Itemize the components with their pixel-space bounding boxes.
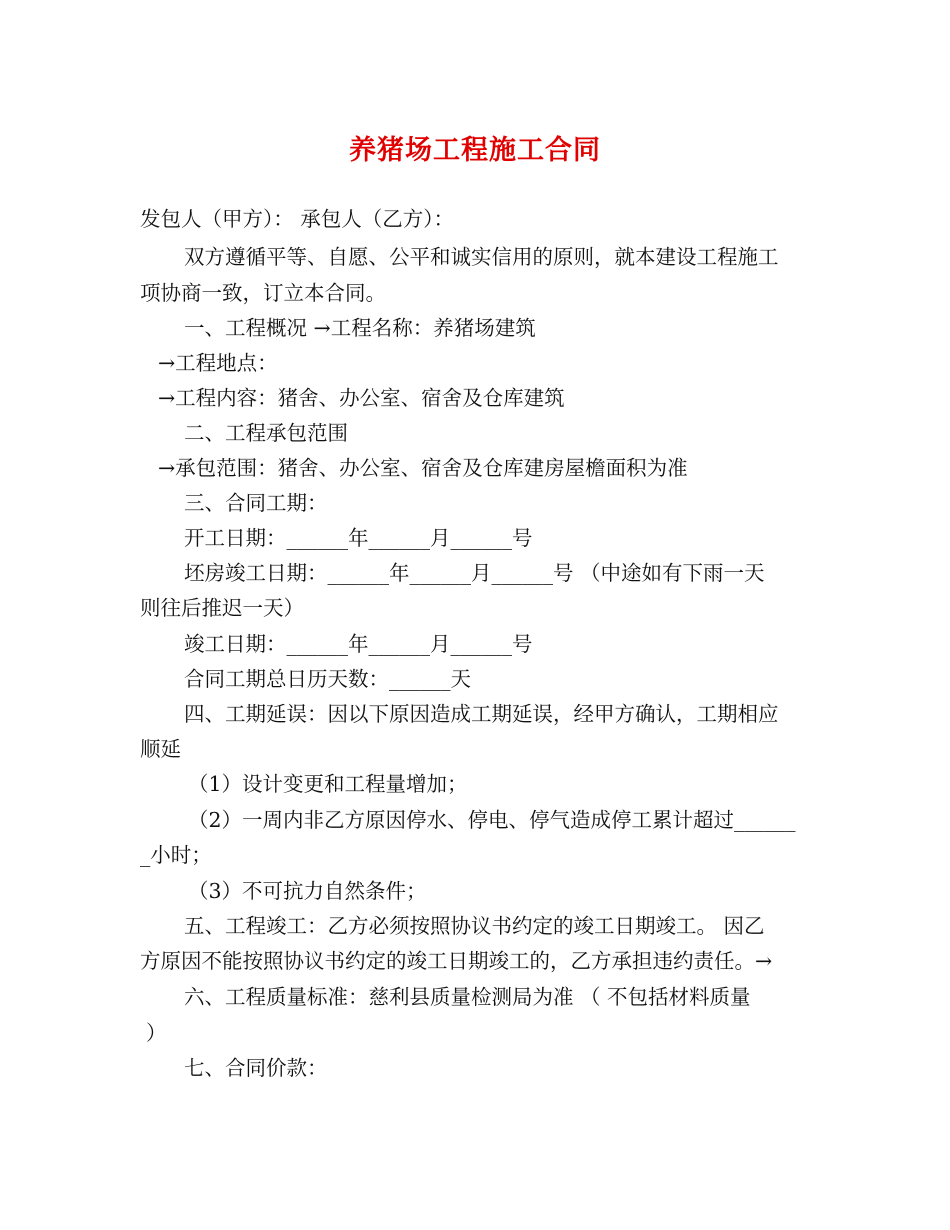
paragraph-line: →工程地点： <box>158 351 278 375</box>
paragraph-line: →承包范围：猪舍、办公室、宿舍及仓库建房屋檐面积为准 <box>158 456 688 480</box>
section-heading: 四、工期延误：因以下原因造成工期延误，经甲方确认，工期相应 <box>184 702 779 726</box>
paragraph-line: 项协商一致，订立本合同。 <box>140 281 386 305</box>
section-heading: 七、合同价款： <box>184 1056 328 1080</box>
paragraph-line: 则往后推迟一天） <box>140 596 304 620</box>
paragraph-line: _小时； <box>140 843 212 867</box>
section-heading: 五、工程竣工：乙方必须按照协议书约定的竣工日期竣工。 因乙 <box>184 914 765 938</box>
section-heading: 二、工程承包范围 <box>184 421 348 445</box>
date-line: 开工日期：______年______月______号 <box>184 526 533 550</box>
list-item: （3）不可抗力自然条件； <box>188 879 427 903</box>
date-line: 坯房竣工日期：______年______月______号 （中途如有下雨一天 <box>184 561 765 585</box>
document-title: 养猪场工程施工合同 <box>349 135 601 166</box>
section-heading: 三、合同工期： <box>184 491 328 515</box>
party-line: 发包人（甲方）： 承包人（乙方）： <box>140 207 455 231</box>
paragraph-line: 方原因不能按照协议书约定的竣工日期竣工的，乙方承担违约责任。→ <box>140 949 773 973</box>
paragraph-line: →工程内容：猪舍、办公室、宿舍及仓库建筑 <box>158 386 565 410</box>
list-item: （1）设计变更和工程量增加； <box>188 772 468 796</box>
paragraph-line: 合同工期总日历天数：______天 <box>184 667 471 691</box>
section-heading: 一、工程概况 →工程名称：养猪场建筑 <box>184 316 536 340</box>
paragraph-line: 双方遵循平等、自愿、公平和诚实信用的原则，就本建设工程施工 <box>184 245 779 269</box>
paragraph-line: ） <box>146 1021 167 1045</box>
date-line: 竣工日期：______年______月______号 <box>184 632 533 656</box>
paragraph-line: 顺延 <box>140 737 181 761</box>
list-item: （2）一周内非乙方原因停水、停电、停气造成停工累计超过______ <box>188 808 796 832</box>
section-heading: 六、工程质量标准：慈利县质量检测局为准 （ 不包括材料质量 <box>184 985 751 1009</box>
